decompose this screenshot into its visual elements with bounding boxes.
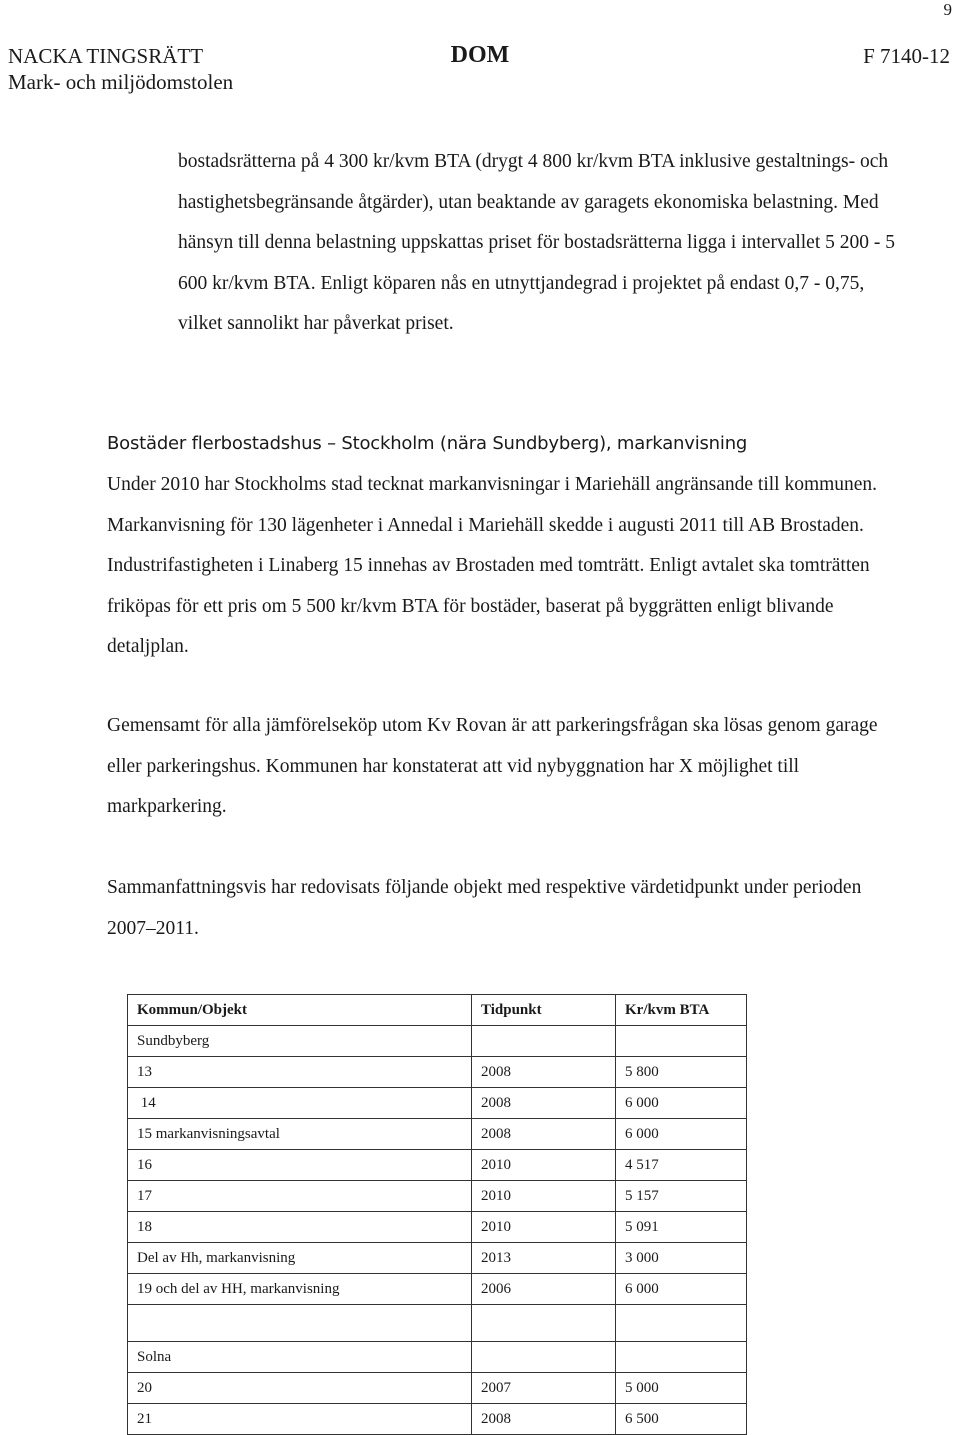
case-number: F 7140-12 xyxy=(863,44,950,68)
table-cell: 5 800 xyxy=(616,1057,747,1088)
table-cell: 5 157 xyxy=(616,1181,747,1212)
table-cell: 6 000 xyxy=(616,1088,747,1119)
table-row xyxy=(128,1373,747,1404)
table-cell: 2008 xyxy=(472,1404,616,1435)
table-cell: 3 000 xyxy=(616,1243,747,1274)
table-cell: 19 och del av HH, markanvisning xyxy=(128,1274,472,1305)
table-row xyxy=(128,1243,747,1274)
table-cell: 2010 xyxy=(472,1150,616,1181)
document-type: DOM xyxy=(450,42,510,68)
department-name: Mark- och miljödomstolen xyxy=(8,70,234,94)
table-header-row xyxy=(128,995,747,1026)
header-cell-date: Tidpunkt xyxy=(472,995,616,1026)
table-cell: 6 500 xyxy=(616,1404,747,1435)
table-row xyxy=(128,1181,747,1212)
table-cell: 2013 xyxy=(472,1243,616,1274)
page-number: 9 xyxy=(943,0,952,19)
paragraph-markanvisning: Under 2010 har Stockholms stad tecknat markanvisningar i Mariehäll angränsande till kommunen. Markanvisning för 130 lägenheter i Annedal i Mariehäll skedde i augusti 2011 till AB Brostaden. Industrifastigheten i Linaberg 15 innehas av Brostaden med tomträtt. Enligt avtalet ska tomträtten friköpas för ett pris om 5 500 kr/kvm BTA för bostäder, baserat på byggrätten enligt blivande detaljplan. xyxy=(107,474,878,657)
table-cell xyxy=(616,1342,747,1373)
table-cell: 4 517 xyxy=(616,1150,747,1181)
table-cell: 2008 xyxy=(472,1119,616,1150)
paragraph-summary: Sammanfattningsvis har redovisats följande objekt med respektive värdetidpunkt under perioden 2007–2011. xyxy=(107,877,862,939)
section-heading-stockholm: Bostäder flerbostadshus – Stockholm (nära Sundbyberg), markanvisning xyxy=(107,433,748,454)
table-cell: 14 xyxy=(128,1088,472,1119)
table-cell xyxy=(472,1342,616,1373)
paragraph-price-estimate: bostadsrätterna på 4 300 kr/kvm BTA (drygt 4 800 kr/kvm BTA inklusive gestaltnings- och hastighetsbegränsande åtgärder), utan beaktande av garagets ekonomiska belastning. Med hänsyn till denna belastning uppskattas priset för bostadsrätterna ligga i intervallet 5 200 - 5 600 kr/kvm BTA. Enligt köparen nås en utnyttjandegrad i projektet på endast 0,7 - 0,75, vilket sannolikt har påverkat priset. xyxy=(178,151,895,334)
table-cell: 2008 xyxy=(472,1057,616,1088)
table-row xyxy=(128,1404,747,1435)
table-row xyxy=(128,1274,747,1305)
table-cell: 6 000 xyxy=(616,1274,747,1305)
table-cell xyxy=(128,1305,472,1342)
table-cell: 2010 xyxy=(472,1212,616,1243)
header-cell-price: Kr/kvm BTA xyxy=(616,995,747,1026)
table-cell xyxy=(616,1305,747,1342)
table-cell: 21 xyxy=(128,1404,472,1435)
paragraph-parking: Gemensamt för alla jämförelseköp utom Kv Rovan är att parkeringsfrågan ska lösas genom garage eller parkeringshus. Kommunen har konstaterat att vid nybyggnation har X möjlighet till markparkering. xyxy=(107,715,878,817)
table-row xyxy=(128,1057,747,1088)
table-cell: 2006 xyxy=(472,1274,616,1305)
table-cell: 2008 xyxy=(472,1088,616,1119)
table-cell: 15 markanvisningsavtal xyxy=(128,1119,472,1150)
table-row xyxy=(128,1342,747,1373)
table-cell: 16 xyxy=(128,1150,472,1181)
header-cell-object: Kommun/Objekt xyxy=(128,995,472,1026)
table-cell: 13 xyxy=(128,1057,472,1088)
table-row xyxy=(128,1026,747,1057)
table-row-empty xyxy=(128,1305,747,1342)
table-row xyxy=(128,1119,747,1150)
table-cell: 17 xyxy=(128,1181,472,1212)
table-cell: Solna xyxy=(128,1342,472,1373)
table-cell: 6 000 xyxy=(616,1119,747,1150)
table-cell: 2010 xyxy=(472,1181,616,1212)
table-cell: Sundbyberg xyxy=(128,1026,472,1057)
court-name: NACKA TINGSRÄTT xyxy=(8,44,204,68)
table-cell: Del av Hh, markanvisning xyxy=(128,1243,472,1274)
table-cell: 20 xyxy=(128,1373,472,1404)
table-row xyxy=(128,1088,747,1119)
table-cell xyxy=(616,1026,747,1057)
table-cell xyxy=(472,1305,616,1342)
table-cell: 18 xyxy=(128,1212,472,1243)
table-row xyxy=(128,1212,747,1243)
table-cell xyxy=(472,1026,616,1057)
comparison-table xyxy=(127,994,747,1435)
table-cell: 5 000 xyxy=(616,1373,747,1404)
table-cell: 2007 xyxy=(472,1373,616,1404)
table-cell: 5 091 xyxy=(616,1212,747,1243)
table-row xyxy=(128,1150,747,1181)
